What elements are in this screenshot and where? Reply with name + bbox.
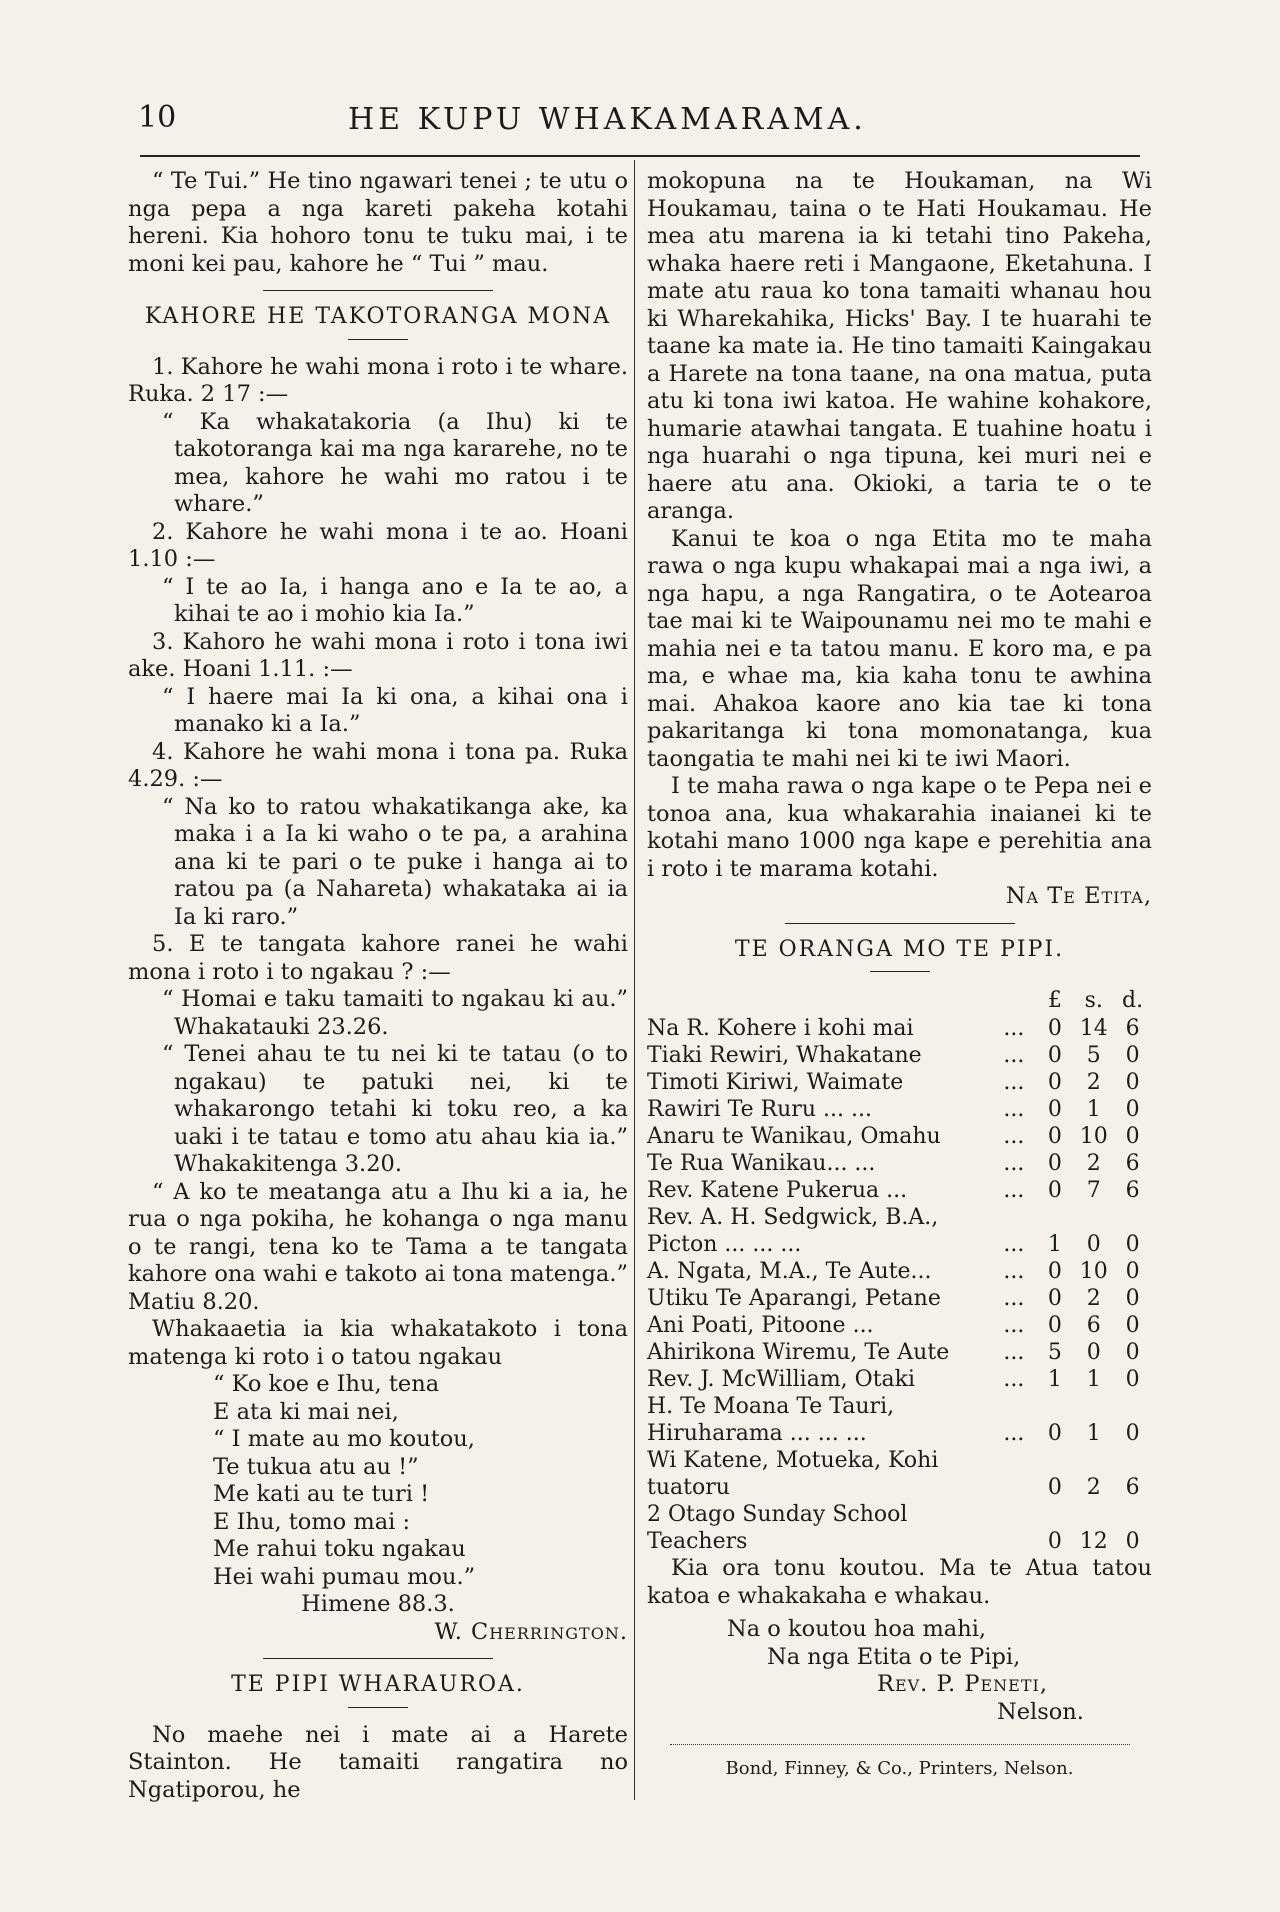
numbered-item-1: 1. Kahore he wahi mona i roto i te whare. Ruka. 2 17 :—	[128, 353, 628, 407]
pounds-cell: 0	[1047, 1178, 1062, 1203]
heading-rule	[348, 339, 408, 340]
subscriber-name: Wi Katene, Motueka, Kohi tuatoru	[647, 1448, 939, 1500]
table-row	[647, 1069, 1152, 1096]
obituary-start: No maehe nei i mate ai a Harete Stainton. He tamaiti rangatira no Ngatiporou, he	[128, 1721, 628, 1803]
shillings-cell: 14	[1079, 1016, 1108, 1041]
pounds-cell: 0	[1047, 1475, 1062, 1500]
obituary-continuation: mokopuna na te Houkaman, na Wi Houkamau, taina o te Hati Houkamau. He mea atu marena ia ki tetahi tino Pakeha, whaka haere reti i Mangaone, Eketahuna. I mate atu raua ko tona tamaiti whanau hou ki Wharekahika, Hicks' Bay. I te huarahi te taane ka mate ia. He tino tamaiti Kaingakau a Harete na tona taane, na ona matua, puta atu ki tona iwi katoa. He wahine kohakore, humarie atawhai tangata. E tuahine hoatu i nga huarahi o nga tipuna, kei muri nei e haere atu ana. Okioki, a taria te o te aranga.	[647, 168, 1152, 524]
table-row	[647, 1150, 1152, 1177]
shillings-cell: 7	[1086, 1178, 1101, 1203]
verse-line: Me rahui toku ngakau	[213, 1536, 466, 1562]
verse-line: “ I mate au mo koutou,	[213, 1426, 475, 1452]
subscriber-name: Ani Poati, Pitoone ...	[647, 1313, 874, 1338]
table-row	[647, 1015, 1152, 1042]
table-row	[647, 1312, 1152, 1339]
section-rule	[263, 290, 493, 291]
scripture-quote-6: “ Tenei ahau te tu nei ki te tatau (o to ngakau) te patuki nei, ki te whakarongo tetahi ki toku reo, a ka uaki i te tatau e tomo atu ahau kia ia.” Whakakitenga 3.20.	[162, 1041, 628, 1177]
table-row	[647, 1204, 1152, 1258]
leader-dots: ...	[1003, 1232, 1025, 1257]
leader-dots: ...	[1003, 1097, 1025, 1122]
subscriber-name: Rawiri Te Ruru ... ...	[647, 1097, 872, 1122]
table-row	[647, 1177, 1152, 1204]
subscriber-name: A. Ngata, M.A., Te Aute...	[647, 1259, 932, 1284]
pence-cell: 6	[1125, 1151, 1140, 1176]
shillings-cell: 2	[1086, 1475, 1101, 1500]
heading-rule	[870, 971, 930, 972]
leader-dots: ...	[1003, 1016, 1025, 1041]
pence-cell: 0	[1125, 1232, 1140, 1257]
pounds-cell: 1	[1047, 1232, 1062, 1257]
section-rule	[785, 923, 1015, 924]
pence-header: d.	[1122, 988, 1144, 1013]
leader-dots: ...	[1003, 1340, 1025, 1365]
section-heading-oranga: TE ORANGA MO TE PIPI.	[734, 936, 1065, 962]
pence-cell: 0	[1125, 1313, 1140, 1338]
pence-cell: 0	[1125, 1286, 1140, 1311]
pounds-cell: 0	[1047, 1421, 1062, 1446]
pence-cell: 0	[1125, 1124, 1140, 1149]
scripture-quote-1: “ Ka whakatakoria (a Ihu) ki te takotoranga kai ma nga kararehe, no te mea, kahore he wahi mo ratou i te whare.”	[162, 408, 628, 517]
subscriber-name: Utiku Te Aparangi, Petane	[647, 1286, 941, 1311]
pence-cell: 0	[1125, 1097, 1140, 1122]
leader-dots: ...	[1003, 1178, 1025, 1203]
leader-dots: ...	[1003, 1124, 1025, 1149]
pounds-header: £	[1047, 988, 1062, 1013]
subscription-table	[647, 986, 1152, 1555]
pence-cell: 6	[1125, 1016, 1140, 1041]
verse-line: Hei wahi pumau mou.”	[213, 1563, 476, 1590]
pence-cell: 6	[1125, 1178, 1140, 1203]
editor-signature: Na Te Etita,	[1005, 883, 1152, 909]
numbered-item-2: 2. Kahore he wahi mona i te ao. Hoani 1.10 :—	[128, 518, 628, 572]
thanks-paragraph: Kia ora tonu koutou. Ma te Atua tatou katoa e whakakaha e whakau.	[647, 1555, 1152, 1609]
leader-dots: ...	[1003, 1313, 1025, 1338]
subscriber-name: Te Rua Wanikau... ...	[647, 1151, 876, 1176]
shillings-cell: 10	[1079, 1124, 1108, 1149]
scripture-quote-2: “ I te ao Ia, i hanga ano e Ia te ao, a kihai te ao i mohio kia Ia.”	[162, 573, 628, 627]
section-rule	[263, 1658, 493, 1659]
verse-line: E ata ki mai nei,	[213, 1398, 399, 1425]
numbered-item-4: 4. Kahore he wahi mona i tona pa. Ruka 4.29. :—	[128, 738, 628, 792]
table-row	[647, 1447, 1152, 1501]
table-row	[647, 1393, 1152, 1447]
pounds-cell: 0	[1047, 1259, 1062, 1284]
shillings-cell: 1	[1086, 1097, 1101, 1122]
exhortation-paragraph: Whakaaetia ia kia whakatakoto i tona matenga ki roto i o tatou ngakau	[128, 1316, 628, 1370]
verse-line: Me kati au te turi !	[213, 1481, 430, 1507]
leader-dots	[992, 1501, 1035, 1555]
table-row	[647, 1258, 1152, 1285]
shillings-cell: 1	[1086, 1421, 1101, 1446]
table-row	[647, 1339, 1152, 1366]
closing-place: Nelson.	[997, 1698, 1084, 1725]
shillings-cell: 2	[1086, 1286, 1101, 1311]
subscriber-name: H. Te Moana Te Tauri, Hiruharama ... ... ...	[647, 1394, 895, 1446]
page-number: 10	[138, 100, 177, 135]
subscriber-name: Ahirikona Wiremu, Te Aute	[647, 1340, 950, 1365]
pence-cell: 0	[1125, 1340, 1140, 1365]
shillings-cell: 0	[1086, 1232, 1101, 1257]
leader-dots: ...	[1003, 1421, 1025, 1446]
pounds-cell: 0	[1047, 1070, 1062, 1095]
subscriber-name: Timoti Kiriwi, Waimate	[647, 1070, 904, 1095]
printer-imprint: Bond, Finney, & Co., Printers, Nelson.	[725, 1758, 1074, 1779]
scripture-quote-3: “ I haere mai Ia ki ona, a kihai ona i manako ki a Ia.”	[162, 683, 628, 737]
author-signature: W. Cherrington.	[434, 1618, 628, 1645]
pence-cell: 0	[1125, 1070, 1140, 1095]
shillings-cell: 6	[1086, 1313, 1101, 1338]
leader-dots: ...	[1003, 1286, 1025, 1311]
page-header	[138, 100, 1138, 148]
table-row	[647, 1285, 1152, 1312]
verse-line: E Ihu, tomo mai :	[213, 1508, 411, 1535]
subscriber-name: Tiaki Rewiri, Whakatane	[647, 1043, 922, 1068]
column-divider	[634, 160, 635, 1800]
leader-dots: ...	[1003, 1070, 1025, 1095]
running-title: HE KUPU WHAKAMARAMA.	[348, 102, 867, 137]
pence-cell: 0	[1125, 1043, 1140, 1068]
subscriber-name: 2 Otago Sunday School Teachers	[647, 1502, 908, 1554]
subscriber-name: Rev. A. H. Sedgwick, B.A., Picton ... ... ...	[647, 1205, 939, 1257]
pounds-cell: 0	[1047, 1529, 1062, 1554]
subscriber-name: Anaru te Wanikau, Omahu	[647, 1124, 941, 1149]
heading-rule	[348, 1707, 408, 1708]
shillings-cell: 12	[1079, 1529, 1108, 1554]
hymn-verse	[128, 1371, 628, 1591]
pounds-cell: 0	[1047, 1286, 1062, 1311]
pounds-cell: 0	[1047, 1124, 1062, 1149]
subscriber-name: Rev. J. McWilliam, Otaki	[647, 1367, 916, 1392]
table-row	[647, 1096, 1152, 1123]
pence-cell: 0	[1125, 1367, 1140, 1392]
verse-line: Te tukua atu au !”	[213, 1453, 419, 1480]
circulation-note: I te maha rawa o nga kape o te Pepa nei e tonoa ana, kua whakarahia inaianei ki te kotahi mano 1000 nga kape e perehitia ana i roto i te marama kotahi.	[647, 773, 1152, 882]
leader-dots: ...	[1003, 1151, 1025, 1176]
table-row	[647, 1042, 1152, 1069]
leader-dots: ...	[1003, 1367, 1025, 1392]
left-column	[128, 168, 628, 1804]
table-row	[647, 1366, 1152, 1393]
leader-dots: ...	[1003, 1043, 1025, 1068]
intro-paragraph: “ Te Tui.” He tino ngawari tenei ; te utu o nga pepa a nga kareti pakeha kotahi hereni. Kia hohoro tonu te tuku mai, i te moni kei pau, kahore he “ Tui ” mau.	[128, 168, 628, 277]
table-row	[647, 1123, 1152, 1150]
shillings-cell: 10	[1079, 1259, 1108, 1284]
pence-cell: 0	[1125, 1421, 1140, 1446]
shillings-cell: 5	[1086, 1043, 1101, 1068]
subscriber-name: Rev. Katene Pukerua ...	[647, 1178, 908, 1203]
shillings-cell: 2	[1086, 1151, 1101, 1176]
shillings-cell: 2	[1086, 1070, 1101, 1095]
closing-line-1: Na o koutou hoa mahi,	[727, 1616, 987, 1642]
right-column	[647, 168, 1152, 1801]
closing-signature: Rev. P. Peneti,	[877, 1671, 1049, 1697]
pence-cell: 0	[1125, 1529, 1140, 1554]
hymn-reference: Himene 88.3.	[301, 1591, 455, 1617]
leader-dots: ...	[1003, 1259, 1025, 1284]
shillings-header: s.	[1084, 988, 1103, 1013]
pence-cell: 6	[1125, 1475, 1140, 1500]
table-header-row	[647, 986, 1152, 1015]
leader-dots	[992, 1447, 1035, 1501]
closing-line-2: Na nga Etita o te Pipi,	[767, 1643, 1021, 1670]
pounds-cell: 0	[1047, 1151, 1062, 1176]
numbered-item-3: 3. Kahoro he wahi mona i roto i tona iwi ake. Hoani 1.11. :—	[128, 628, 628, 682]
pounds-cell: 1	[1047, 1367, 1062, 1392]
shillings-cell: 1	[1086, 1367, 1101, 1392]
numbered-item-5: 5. E te tangata kahore ranei he wahi mona i roto i to ngakau ? :—	[128, 931, 628, 985]
verse-line: “ Ko koe e Ihu, tena	[213, 1371, 440, 1397]
pounds-cell: 5	[1047, 1340, 1062, 1365]
footer-dotted-rule	[670, 1744, 1130, 1745]
pounds-cell: 0	[1047, 1313, 1062, 1338]
shillings-cell: 0	[1086, 1340, 1101, 1365]
scripture-quote-5: “ Homai e taku tamaiti to ngakau ki au.” Whakatauki 23.26.	[162, 986, 628, 1040]
pounds-cell: 0	[1047, 1097, 1062, 1122]
table-row	[647, 1501, 1152, 1555]
section-heading-takotoranga: KAHORE HE TAKOTORANGA MONA	[144, 304, 612, 329]
pounds-cell: 0	[1047, 1016, 1062, 1041]
section-heading-pipi: TE PIPI WHARAUROA.	[231, 1672, 525, 1697]
pounds-cell: 0	[1047, 1043, 1062, 1068]
subscriber-name: Na R. Kohere i kohi mai	[647, 1016, 914, 1041]
header-rule	[140, 155, 1140, 157]
subscription-rows	[647, 1015, 1152, 1555]
scripture-quote-4: “ Na ko to ratou whakatikanga ake, ka maka i a Ia ki waho o te pa, a arahina ana ki te pari o te puke i hanga ai to ratou pa (a Nahareta) whakataka ai ia Ia ki raro.”	[162, 793, 628, 930]
scripture-quote-7: “ A ko te meatanga atu a Ihu ki a ia, he rua o nga pokiha, he kohanga o nga manu o te rangi, tena ko te Tama a te tangata kahore ona wahi e takoto ai tona matenga.” Matiu 8.20.	[128, 1178, 628, 1315]
editors-note: Kanui te koa o nga Etita mo te maha rawa o nga kupu whakapai mai a nga iwi, a nga hapu, a nga Rangatira, o te Aotearoa tae mai ki te Waipounamu nei mo te mahi e mahia nei e ta tatou manu. E koro ma, e pa ma, e whae ma, kia kaha tonu te awhina mai. Ahakoa kaore ano kia tae ki tona pakaritanga ki tona momonatanga, kua taongatia te mahi nei ki te iwi Maori.	[647, 525, 1152, 772]
pence-cell: 0	[1125, 1259, 1140, 1284]
